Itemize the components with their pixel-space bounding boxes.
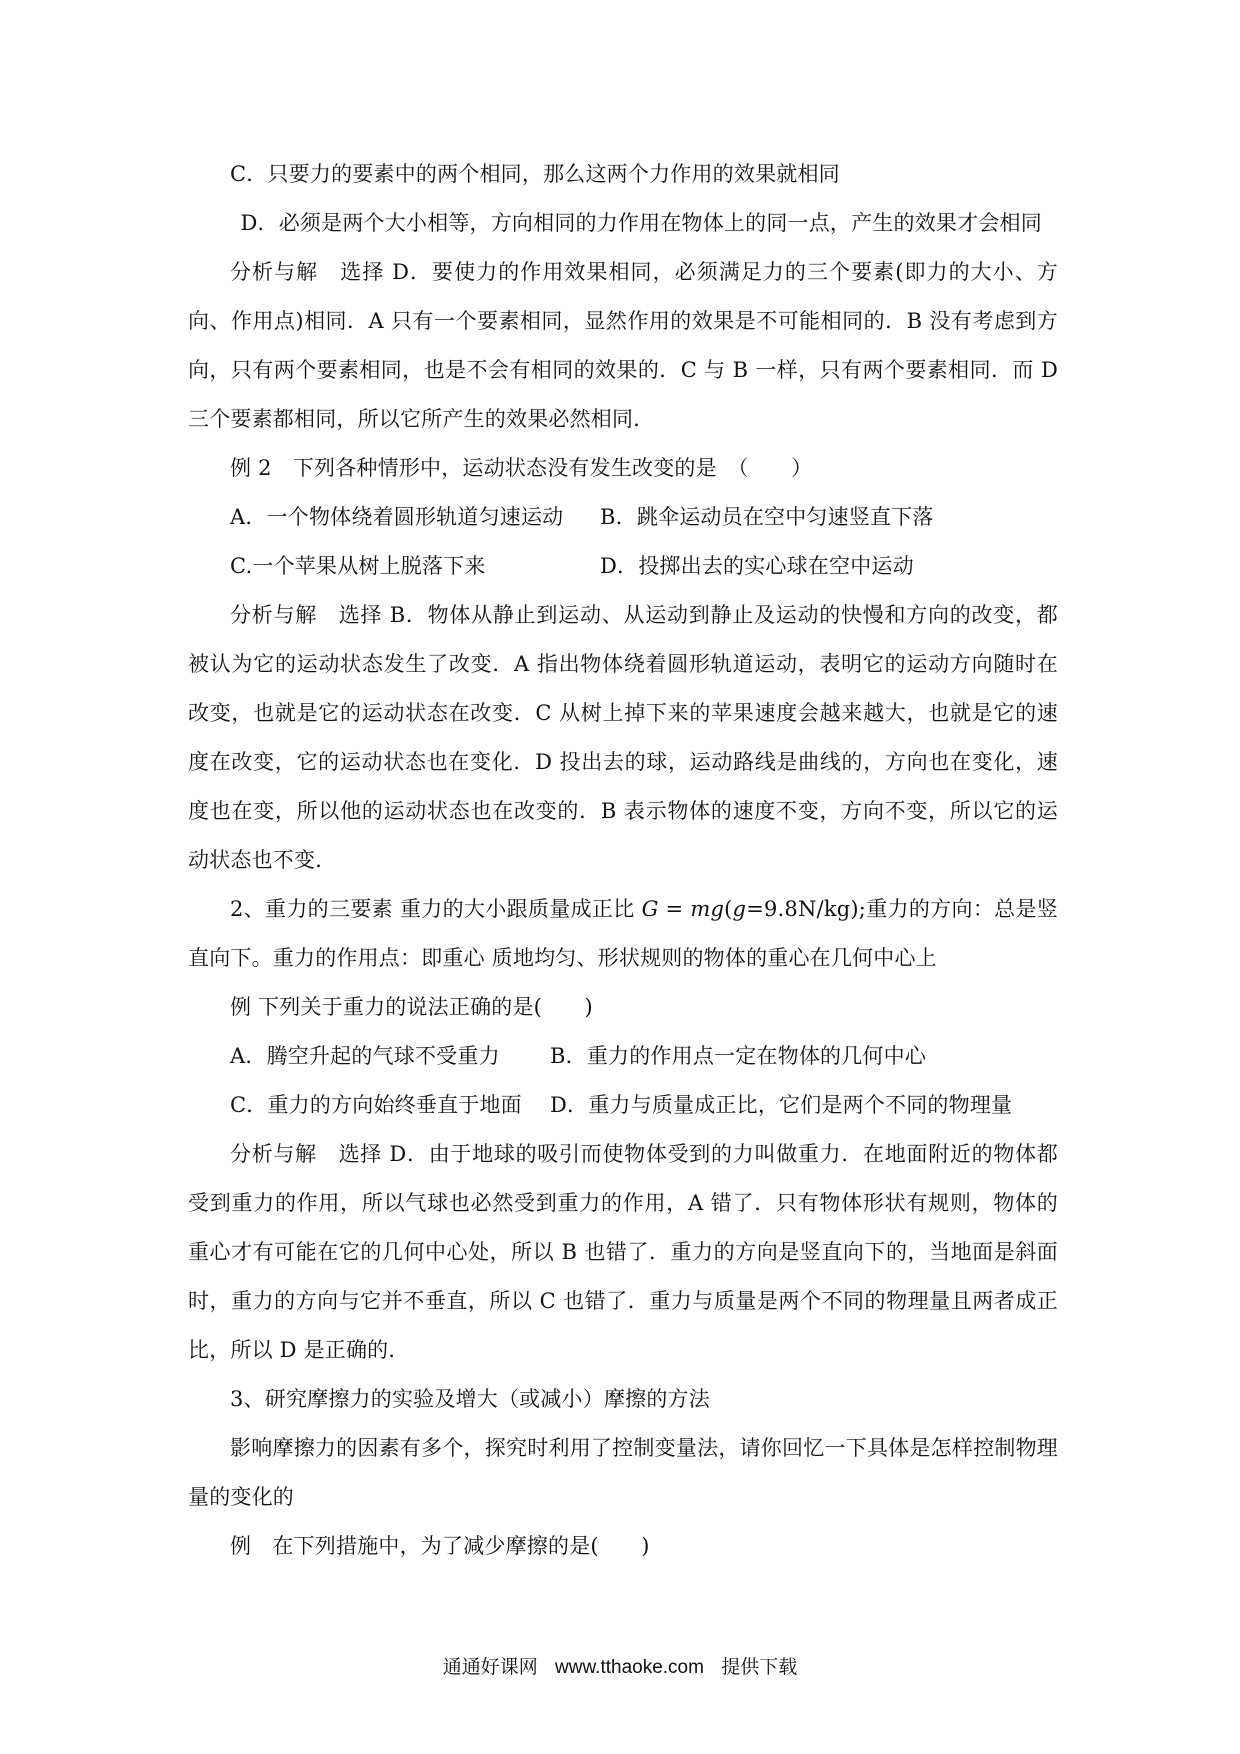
page-footer xyxy=(0,1652,1240,1679)
formula-equals: = xyxy=(658,897,691,921)
formula-paren: ( xyxy=(724,897,733,921)
example-3-options-ab xyxy=(188,1032,1058,1081)
section-2-intro: 2、重力的三要素 重力的大小跟质量成正比 xyxy=(230,897,642,921)
analysis-3: 分析与解 选择 D．由于地球的吸引而使物体受到的力叫做重力．在地面附近的物体都受到重力的作用，所以气球也必然受到重力的作用，A 错了．只有物体形状有规则，物体的重心才有可能在它的几何中心处，所以 B 也错了．重力的方向是竖直向下的，当地面是斜面时，重力的方向与它并不垂直，所以 C 也错了．重力与质量是两个不同的物理量且两者成正比，所以 D 是正确的． xyxy=(188,1142,1058,1362)
example-3-option-c: C．重力的方向始终垂直于地面 xyxy=(230,1093,522,1117)
example-2-options-cd xyxy=(188,542,1058,591)
page-body xyxy=(188,150,1058,1571)
section-2-rest: =9.8N/kg);重力的方向：总是竖直向下。重力的作用点：即重心 质地均匀、形状规则的物体的重心在几何中心上 xyxy=(188,897,1058,970)
option-c: C．只要力的要素中的两个相同，那么这两个力作用的效果就相同 xyxy=(230,162,840,186)
example-2-option-a: A．一个物体绕着圆形轨道匀速运动 xyxy=(230,505,564,529)
example-3-option-b: B．重力的作用点一定在物体的几何中心 xyxy=(550,1044,927,1068)
formula-mg: mg xyxy=(690,897,725,921)
option-d: D．必须是两个大小相等，方向相同的力作用在物体上的同一点，产生的效果才会相同 xyxy=(240,211,1042,235)
section-3-text: 影响摩擦力的因素有多个，探究时利用了控制变量法，请你回忆一下具体是怎样控制物理量的变化的 xyxy=(188,1436,1058,1509)
footer-suffix: 提供下载 xyxy=(721,1657,798,1678)
footer-site-name: 通通好课网 xyxy=(442,1657,538,1678)
formula-g-lower: g xyxy=(732,897,747,921)
example-3-question: 例 下列关于重力的说法正确的是( ) xyxy=(230,995,593,1019)
example-2-option-d: D．投掷出去的实心球在空中运动 xyxy=(600,554,914,578)
example-2-question: 例 2 下列各种情形中，运动状态没有发生改变的是 （ ） xyxy=(230,456,813,480)
example-2-options-ab xyxy=(188,493,1058,542)
example-2-option-c: C.一个苹果从树上脱落下来 xyxy=(230,554,486,578)
footer-url[interactable]: www.tthaoke.com xyxy=(555,1657,704,1678)
analysis-1: 分析与解 选择 D．要使力的作用效果相同，必须满足力的三个要素(即力的大小、方向、作用点)相同．A 只有一个要素相同，显然作用的效果是不可能相同的．B 没有考虑到方向，只有两个要素相同，也是不会有相同的效果的．C 与 B 一样，只有两个要素相同．而 D 三个要素都相同，所以它所产生的效果必然相同． xyxy=(188,260,1058,431)
example-3-option-d: D．重力与质量成正比，它们是两个不同的物理量 xyxy=(550,1093,1013,1117)
example-2-option-b: B．跳伞运动员在空中匀速竖直下落 xyxy=(600,505,934,529)
analysis-2: 分析与解 选择 B．物体从静止到运动、从运动到静止及运动的快慢和方向的改变，都被认为它的运动状态发生了改变．A 指出物体绕着圆形轨道运动，表明它的运动方向随时在改变，也就是它的运动状态在改变．C 从树上掉下来的苹果速度会越来越大，也就是它的速度在改变，它的运动状态也在变化．D 投出去的球，运动路线是曲线的，方向也在变化，速度也在变，所以他的运动状态也在改变的．B 表示物体的速度不变，方向不变，所以它的运动状态也不变． xyxy=(188,603,1058,872)
example-4-question: 例 在下列措施中，为了减少摩擦的是( ) xyxy=(230,1534,650,1558)
section-3-heading: 3、研究摩擦力的实验及增大（或减小）摩擦的方法 xyxy=(230,1387,710,1411)
example-3-options-cd xyxy=(188,1081,1058,1130)
example-3-option-a: A．腾空升起的气球不受重力 xyxy=(230,1044,500,1068)
formula-g-symbol: G xyxy=(641,897,659,921)
section-2-gravity xyxy=(188,885,1058,983)
